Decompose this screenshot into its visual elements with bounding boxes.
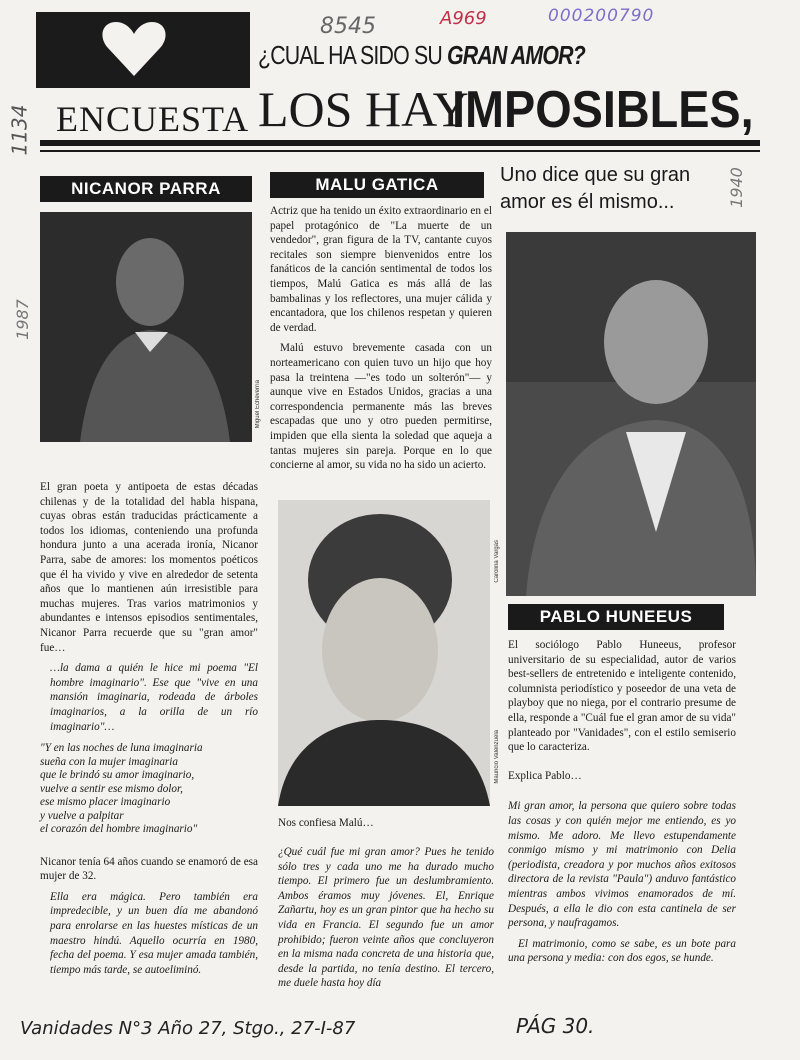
poem-line: y vuelve a palpitar (40, 809, 124, 822)
margin-note-right: 1940 (726, 167, 746, 208)
headline-los-hay: LOS HAY (258, 81, 469, 137)
poem-line: vuelve a sentir ese mismo dolor, (40, 782, 183, 795)
huneeus-explica: Explica Pablo… (508, 769, 582, 782)
headline-imposibles: IMPOSIBLES, (452, 81, 754, 139)
encuesta-label: ENCUESTA (56, 99, 250, 139)
heart-icon (36, 12, 250, 88)
huneeus-name-bar: PABLO HUNEEUS (508, 604, 724, 630)
parra-name-bar: NICANOR PARRA (40, 176, 252, 202)
huneeus-photo (506, 232, 756, 596)
header-rule-thin (40, 150, 760, 152)
question-bold: GRAN AMOR? (447, 40, 585, 70)
huneeus-quote: Mi gran amor, la persona que quiero sobre todas las cosas y con quién mejor me entiendo, es yo mismo. Me adoro. Me llevo estupendamente conmigo mismo y mi matrimonio con Delia (periodista, creadora y por muchos años exitosos directora de la revista "Paula") anduvo fantástico mientras ambos vivimos enamorados de mí. Después, a ella le dio con esta cantinela de ser persona, y naufragamos. (508, 800, 736, 930)
header-rule (40, 140, 760, 146)
parra-quote: …la dama a quién le hice mi poema "El hombre imaginario". Ese que "vive en una mansión imaginaria, rodeada de árboles imaginarios, a la orilla de un río imaginario"… (50, 662, 258, 733)
margin-note-1: 1134 (7, 104, 32, 156)
header-question (258, 40, 585, 71)
gatica-name-bar: MALU GATICA (270, 172, 484, 198)
handwritten-code: A969 (440, 8, 487, 29)
huneeus-intro: El sociólogo Pablo Huneeus, profesor universitario de su especialidad, autor de varios best-sellers de entretenido e inteligente contenido, columnista periodístico y poseedor de una veta de playboy que no niega, por el contrario presume de ella, responde a "Cuál fue el gran amor de su vida" planteado por "Vanidades", con el estilo semiserio que lo caracteriza. (508, 639, 736, 754)
handwritten-number: 8545 (320, 14, 376, 39)
gatica-intro-2: Malú estuvo brevemente casada con un norteamericano con quien tuvo un hijo que hoy pasa la treintena —"es todo un solterón"— y aunque vive en Estados Unidos, gracias a una correspondencia permanente más las breves escapadas que uno y otro pueden permitirse, impiden que ella sienta la soledad que aqueja a tantas mujeres sin pareja. Porque en lo que concierne al amor, su vida no ha sido un acierto. (270, 342, 492, 472)
poem-line: sueña con la mujer imaginaria (40, 755, 178, 768)
parra-intro: El gran poeta y antipoeta de estas décadas chilenas y de la totalidad del habla hispana, cuyas obras están traducidas prácticamente a todos los idiomas, conteniendo una profunda hondura junto a una acerada ironía, Nicanor Parra, sabe de amores: los momentos poéticos que él ha vivido y vive en alrededor de setenta años que lo mantienen aún irresistible para muchas mujeres. Tras varios matrimonios y abundantes e intensos episodios sentimentales, Nicanor Parra recuerde que su "gran amor" fue… (40, 481, 258, 654)
poem-line: ese mismo placer imaginario (40, 796, 171, 809)
parra-poem (40, 742, 258, 837)
heart-banner (36, 12, 250, 88)
margin-note-2: 1987 (12, 299, 32, 340)
parra-photo (40, 212, 252, 442)
parra-age-note: Nicanor tenía 64 años cuando se enamoró de esa mujer de 32. (40, 855, 258, 883)
huneeus-photo-credit: Carolina Vargas (494, 540, 500, 583)
gatica-intro-1: Actriz que ha tenido un éxito extraordinario en el papel protagónico de "La muerte de un vendedor", gran figura de la TV, cantante cuyos recitales son siempre bienvenidos entre los fanáticos de la canción sentimental de todos los tiempos, Malú Gatica es más allá de las bambalinas y los reflectores, una mujer cálida y encantadora, que los chilenos respetan y quieren de verdad. (270, 205, 492, 334)
parra-closing: Ella era mágica. Pero también era impredecible, y un buen día me abandonó para enrolarse en las huestes místicas de un maestro hindú. Aquello ocurría en 1980, fecha del poema. Y esa mujer amada también, tiempo más tarde, se autoeliminó. (50, 890, 258, 976)
huneeus-closing: El matrimonio, como se sabe, es un bote para una persona y media: con dos egos, se hunde. (508, 937, 736, 965)
gatica-article (270, 204, 492, 479)
question-text: ¿CUAL HA SIDO SU (258, 40, 448, 70)
stamped-code: 000200790 (548, 6, 655, 26)
poem-line: que le brindó su amor imaginario, (40, 769, 195, 782)
huneeus-article (508, 638, 736, 972)
poem-line: el corazón del hombre imaginario" (40, 823, 198, 836)
huneeus-headline: Uno dice que su gran amor es él mismo... (500, 164, 691, 213)
gatica-quote: ¿Qué cuál fue mi gran amor? Pues he tenido sólo tres y cada uno me ha durado mucho tiempo. El primero fue un deslumbramiento. Ambos éramos muy jóvenes. El, Enrique Zañartu, hoy es un gran pintor que ha hecho su vida en Francia. El segundo fue un amor prohibido; fueron veinte años que concluyeron en la misma nada concreta de una historia que, desde la partida, no tenía destino. El tercero, me duele hasta hoy día (278, 846, 494, 990)
gatica-photo-credit: Mauricio Valenzuela (494, 730, 500, 784)
parra-article (40, 480, 258, 983)
poem-line: "Y en las noches de luna imaginaria (40, 742, 203, 755)
parra-photo-credit: Miguel Echeverría (255, 380, 261, 429)
handwritten-footer: Vanidades N°3 Año 27, Stgo., 27-I-87 (20, 1018, 356, 1039)
gatica-photo (278, 500, 490, 806)
handwritten-page: PÁG 30. (516, 1014, 595, 1038)
gatica-confiesa: Nos confiesa Malú… (278, 817, 374, 829)
